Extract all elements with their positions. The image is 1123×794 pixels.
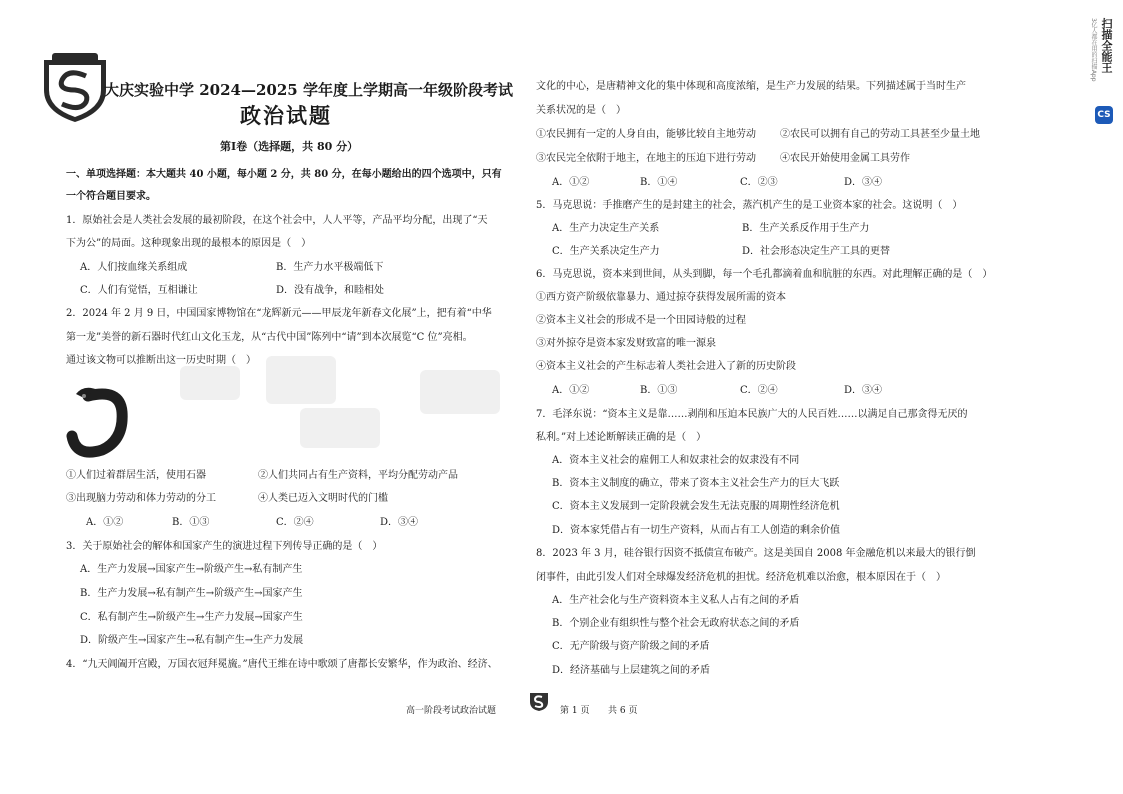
q1-stem-cont: 下为公”的局面。这种现象出现的最根本的原因是（ ）	[66, 238, 312, 249]
q4-item-1: ①农民拥有一定的人身自由，能够比较自主地劳动	[536, 129, 756, 140]
q8-stem: 8．2023 年 3 月，硅谷银行因资不抵债宣布破产。这是美国自 2008 年金融危机以来最大的银行倒	[536, 548, 976, 559]
q7-option-d: D．资本家凭借占有一切生产资料，从而占有工人创造的剩余价值	[552, 525, 841, 536]
scanner-app-name: 扫描全能王	[1100, 18, 1113, 73]
q3-option-d: D．阶级产生→国家产生→私有制产生→生产力发展	[80, 635, 304, 646]
scanner-watermark	[1090, 14, 1119, 124]
q2-stem-cont2: 通过该文物可以推断出这一历史时期（ ）	[66, 355, 256, 366]
q4-item-4: ④农民开始使用金属工具劳作	[780, 153, 910, 164]
q3-stem: 3．关于原始社会的解体和国家产生的演进过程下列传导正确的是（ ）	[66, 541, 383, 552]
scan-smudge	[266, 356, 336, 404]
q7-option-b: B．资本主义制度的确立，带来了资本主义社会生产力的巨大飞跃	[552, 478, 840, 489]
q6-option-d: D．③④	[844, 385, 883, 396]
exam-title: 大庆实验中学 2024—2025 学年度上学期高一年级阶段考试	[104, 81, 513, 99]
q4-option-d: D．③④	[844, 177, 883, 188]
footer-total-pages: 共 6 页	[608, 706, 638, 716]
q1-option-a: A．人们按血缘关系组成	[80, 262, 188, 273]
q7-option-c: C．资本主义发展到一定阶段就会发生无法克服的周期性经济危机	[552, 501, 840, 512]
q2-stem: 2．2024 年 2 月 9 日，中国国家博物馆在“龙辉新元——甲辰龙年新春文化展”上，把有着“中华	[66, 308, 492, 319]
jade-dragon-image	[58, 378, 138, 460]
q6-stem: 6．马克思说，资本来到世间，从头到脚，每一个毛孔都滴着血和肮脏的东西。对此理解正确的是（ ）	[536, 269, 993, 280]
scan-smudge	[180, 366, 240, 400]
q6-item-3: ③对外掠夺是资本家发财致富的唯一源泉	[536, 338, 716, 349]
footer-exam-name: 高一阶段考试政治试题	[406, 706, 497, 716]
q8-option-c: C．无产阶级与资产阶级之间的矛盾	[552, 641, 710, 652]
q2-item-3: ③出现脑力劳动和体力劳动的分工	[66, 493, 216, 504]
q1-option-b: B．生产力水平极端低下	[276, 262, 384, 273]
q7-stem-cont: 私利。”对上述论断解读正确的是（ ）	[536, 432, 707, 443]
scanner-tagline: 3亿人都在用的扫描App	[1090, 18, 1097, 82]
q5-option-b: B．生产关系反作用于生产力	[742, 223, 870, 234]
q2-stem-cont: 第一龙”美誉的新石器时代红山文化玉龙，从“古代中国”陈列中“请”到本次展览“C 位”亮相。	[66, 332, 473, 343]
q4-stem-cont2: 关系状况的是（ ）	[536, 105, 626, 116]
q1-stem: 1．原始社会是人类社会发展的最初阶段，在这个社会中，人人平等，产品平均分配，出现了“天	[66, 215, 488, 226]
q6-option-c: C．②④	[740, 385, 778, 396]
q4-item-2: ②农民可以拥有自己的劳动工具甚至少量土地	[780, 129, 980, 140]
q6-item-2: ②资本主义社会的形成不是一个田园诗般的过程	[536, 315, 746, 326]
q2-option-d: D．③④	[380, 517, 419, 528]
q6-item-1: ①西方资产阶级依靠暴力、通过掠夺获得发展所需的资本	[536, 292, 786, 303]
q2-option-a: A．①②	[86, 517, 124, 528]
q4-item-3: ③农民完全依附于地主，在地主的压迫下进行劳动	[536, 153, 756, 164]
q4-stem: 4．“九天阊阖开宫殿，万国衣冠拜冕旒。”唐代王维在诗中歌颂了唐都长安繁华，作为政治、经济、	[66, 659, 498, 670]
volume-label: 第Ⅰ卷（选择题，共 80 分）	[220, 140, 359, 153]
q3-option-a: A．生产力发展→国家产生→阶级产生→私有制产生	[80, 564, 303, 575]
q5-option-c: C．生产关系决定生产力	[552, 246, 660, 257]
q3-option-c: C．私有制产生→阶级产生→生产力发展→国家产生	[80, 612, 303, 623]
footer-page-number: 第 1 页	[560, 706, 590, 716]
q8-option-d: D．经济基础与上层建筑之间的矛盾	[552, 665, 711, 676]
q3-option-b: B．生产力发展→私有制产生→阶级产生→国家产生	[80, 588, 303, 599]
scan-smudge	[300, 408, 380, 448]
section-heading: 一、单项选择题：本大题共 40 小题，每小题 2 分，共 80 分，在每小题给出的四个选项中，只有	[66, 169, 502, 180]
q1-option-d: D．没有战争，和睦相处	[276, 285, 385, 296]
school-logo	[38, 50, 112, 124]
q5-option-a: A．生产力决定生产关系	[552, 223, 660, 234]
q2-item-1: ①人们过着群居生活，使用石器	[66, 470, 206, 481]
q4-option-c: C．②③	[740, 177, 778, 188]
cs-badge: CS	[1095, 106, 1113, 124]
q1-option-c: C．人们有觉悟，互相谦让	[80, 285, 198, 296]
footer-school-logo	[528, 690, 550, 712]
q2-item-2: ②人们共同占有生产资料，平均分配劳动产品	[258, 470, 458, 481]
q8-option-b: B．个别企业有组织性与整个社会无政府状态之间的矛盾	[552, 618, 800, 629]
q6-item-4: ④资本主义社会的产生标志着人类社会进入了新的历史阶段	[536, 361, 796, 372]
q2-option-c: C．②④	[276, 517, 314, 528]
q4-option-a: A．①②	[552, 177, 590, 188]
q4-stem-cont: 文化的中心，是唐精神文化的集中体现和高度浓缩，是生产力发展的结果。下列描述属于当时生产	[536, 81, 966, 92]
q2-option-b: B．①③	[172, 517, 210, 528]
q8-stem-cont: 闭事件，由此引发人们对全球爆发经济危机的担忧。经济危机难以治愈，根本原因在于（ ）	[536, 572, 946, 583]
q7-option-a: A．资本主义社会的雇佣工人和奴隶社会的奴隶没有不同	[552, 455, 800, 466]
scan-smudge	[420, 370, 500, 414]
q4-option-b: B．①④	[640, 177, 678, 188]
q8-option-a: A．生产社会化与生产资料资本主义私人占有之间的矛盾	[552, 595, 800, 606]
q5-option-d: D．社会形态决定生产工具的更替	[742, 246, 891, 257]
q7-stem: 7．毛泽东说：“资本主义是靠……剥削和压迫本民族广大的人民百姓……以满足自己那贪得无厌的	[536, 409, 968, 420]
q5-stem: 5．马克思说：手推磨产生的是封建主的社会，蒸汽机产生的是工业资本家的社会。这说明（ ）	[536, 200, 963, 211]
q6-option-a: A．①②	[552, 385, 590, 396]
q2-item-4: ④人类已迈入文明时代的门槛	[258, 493, 388, 504]
q6-option-b: B．①③	[640, 385, 678, 396]
section-heading-cont: 一个符合题目要求。	[66, 191, 156, 202]
subject-title: 政治试题	[240, 103, 332, 128]
